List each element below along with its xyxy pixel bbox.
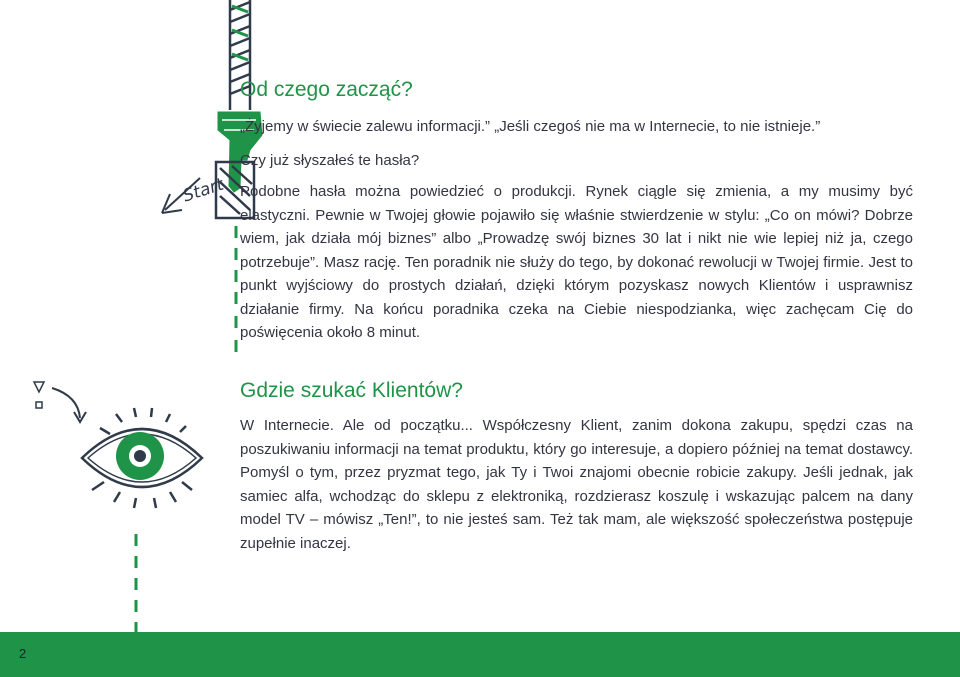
eye-icon bbox=[82, 429, 202, 487]
page-number: 2 bbox=[19, 646, 27, 661]
question-line: Czy już słyszałeś te hasła? bbox=[240, 152, 420, 169]
quote-line: „Żyjemy w świecie zalewu informacji.” „Jeśli czegoś nie ma w Internecie, to nie istnieje.” bbox=[240, 118, 821, 135]
eye-illustration bbox=[30, 370, 230, 630]
section2-body: W Internecie. Ale od początku... Współczesny Klient, zanim dokona zakupu, spędzi czas na poszukiwaniu informacji na temat produktu, który go interesuje, a dopiero później na temat dostawcy. Pomyśl o tym, przez pryzmat tego, jak Ty i Twoi znajomi obecnie robicie zakupy. Jeśli jednak, jak samiec alfa, wchodząc do sklepu z elektroniką, rozdzierasz koszulę i wskazując palcem na dany model TV – mówisz „Ten!”, to nie jesteś sam. Też tak mam, ale większość społeczeństwa postępuje zupełnie inaczej. bbox=[240, 417, 913, 552]
start-label-text: Start bbox=[180, 174, 227, 207]
section-heading-gdzie-szukac-klientow: Gdzie szukać Klientów? bbox=[240, 379, 463, 402]
footer-bar bbox=[0, 632, 960, 677]
section1-body: Podobne hasła można powiedzieć o produkcji. Rynek ciągle się zmienia, a my musimy być elastyczni. Pewnie w Twojej głowie pojawiło się właśnie stwierdzenie w stylu: „Co on mówi? Dobrze wiem, jak działa mój biznes” albo „Prowadzę swój biznes 30 lat i nikt nie wie lepiej niż ja, czego potrzebuje”. Masz rację. Ten poradnik nie służy do tego, by dokonać rewolucji w Twojej firmie. Jest to punkt wyjściowy do prostych działań, dzięki którym pozyskasz nowych Klientów i usprawnisz działanie firmy. Na końcu poradnika czeka na Ciebie niespodzianka, więc zachęcam Cię do poświęcenia około 8 minut. bbox=[240, 183, 913, 341]
start-label bbox=[178, 168, 248, 208]
section-heading-od-czego-zaczac: Od czego zacząć? bbox=[240, 78, 413, 101]
